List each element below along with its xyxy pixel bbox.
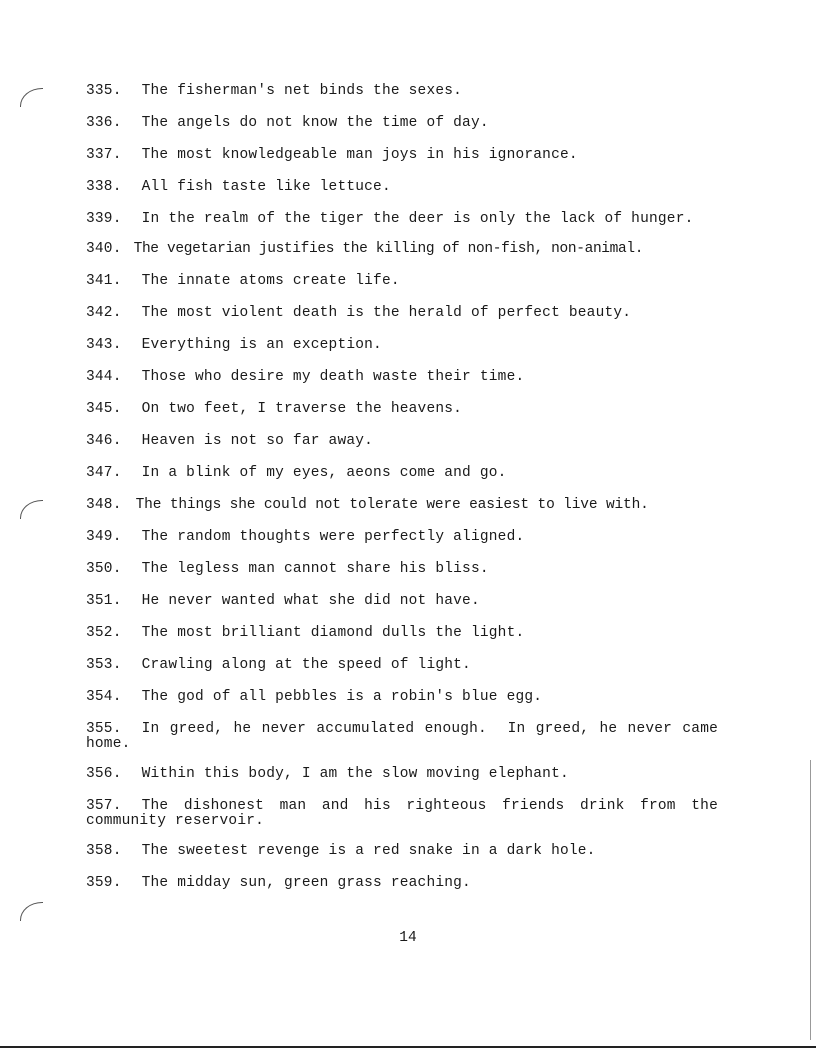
list-item: 359. The midday sun, green grass reaching.: [86, 875, 471, 891]
page-edge-line: [0, 1046, 816, 1048]
list-item: 348. The things she could not tolerate were easiest to live with.: [86, 497, 649, 513]
list-item: 336. The angels do not know the time of day.: [86, 115, 489, 131]
punch-hole-mark: [20, 500, 43, 519]
list-item: 353. Crawling along at the speed of light.: [86, 657, 471, 673]
list-item: 340. The vegetarian justifies the killing of non-fish, non-animal.: [86, 241, 644, 257]
list-item: 350. The legless man cannot share his bliss.: [86, 561, 489, 577]
list-item: 339. In the realm of the tiger the deer is only the lack of hunger.: [86, 211, 694, 227]
list-item: 344. Those who desire my death waste their time.: [86, 369, 525, 385]
list-item: 358. The sweetest revenge is a red snake in a dark hole.: [86, 843, 596, 859]
list-item: 345. On two feet, I traverse the heavens.: [86, 401, 463, 417]
list-item: 349. The random thoughts were perfectly aligned.: [86, 529, 525, 545]
list-item: 337. The most knowledgeable man joys in his ignorance.: [86, 147, 578, 163]
list-item: 342. The most violent death is the herald of perfect beauty.: [86, 305, 632, 321]
list-item: 355. In greed, he never accumulated enough. In greed, he never came home.: [86, 721, 727, 752]
list-item: 356. Within this body, I am the slow moving elephant.: [86, 766, 569, 782]
punch-hole-mark: [20, 88, 43, 107]
page-edge-line: [810, 760, 811, 1040]
list-item: 357. The dishonest man and his righteous friends drink from the community reservoir.: [86, 798, 718, 829]
list-item: 338. All fish taste like lettuce.: [86, 179, 391, 195]
list-item: 341. The innate atoms create life.: [86, 273, 400, 289]
punch-hole-mark: [20, 902, 43, 921]
list-item: 335. The fisherman's net binds the sexes.: [86, 83, 463, 99]
list-item: 343. Everything is an exception.: [86, 337, 382, 353]
page-number: 14: [399, 930, 417, 946]
list-item: 352. The most brilliant diamond dulls the light.: [86, 625, 525, 641]
list-item: 347. In a blink of my eyes, aeons come and go.: [86, 465, 507, 481]
list-item: 346. Heaven is not so far away.: [86, 433, 374, 449]
aphorism-list: [86, 83, 727, 908]
list-item: 354. The god of all pebbles is a robin's blue egg.: [86, 689, 543, 705]
list-item: 351. He never wanted what she did not have.: [86, 593, 480, 609]
